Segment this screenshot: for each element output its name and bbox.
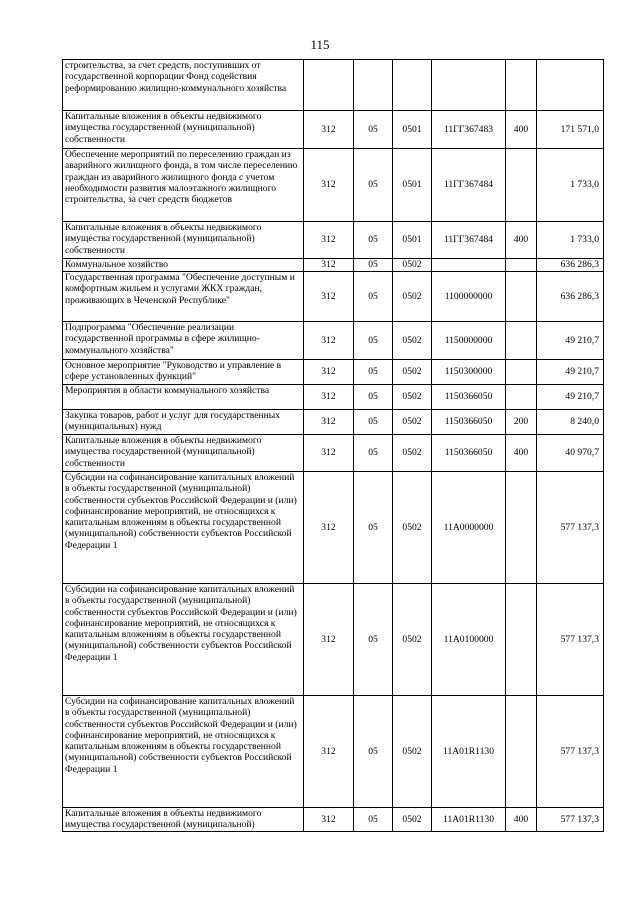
prz-cell: 0502 <box>393 272 432 322</box>
rz-cell: 05 <box>354 322 393 360</box>
glava-cell: 312 <box>304 322 354 360</box>
table-row <box>63 222 604 259</box>
glava-cell: 312 <box>304 272 354 322</box>
sum-cell: 40 970,7 <box>537 435 604 472</box>
vr-cell <box>506 696 537 808</box>
rz-cell: 05 <box>354 808 393 832</box>
rz-cell: 05 <box>354 696 393 808</box>
row-name: Капитальные вложения в объекты недвижимого имущества государственной (муниципальной) собственности <box>63 435 304 472</box>
row-name: Капитальные вложения в объекты недвижимого имущества государственной (муниципальной) собственности <box>63 222 304 259</box>
rz-cell: 05 <box>354 385 393 410</box>
sum-cell: 636 286,3 <box>537 259 604 272</box>
glava-cell: 312 <box>304 385 354 410</box>
vr-cell: 400 <box>506 222 537 259</box>
page-number: 115 <box>310 37 330 52</box>
vr-cell <box>506 60 537 111</box>
prz-cell: 0502 <box>393 435 432 472</box>
glava-cell: 312 <box>304 584 354 696</box>
row-name: Капитальные вложения в объекты недвижимого имущества государственной (муниципальной) <box>63 808 304 832</box>
vr-cell <box>506 360 537 385</box>
rz-cell: 05 <box>354 472 393 584</box>
csr-cell: 1100000000 <box>432 272 506 322</box>
rz-cell: 05 <box>354 410 393 435</box>
glava-cell: 312 <box>304 696 354 808</box>
vr-cell <box>506 385 537 410</box>
table-row <box>63 360 604 385</box>
table-row <box>63 410 604 435</box>
csr-cell: 11А0100000 <box>432 584 506 696</box>
prz-cell: 0502 <box>393 472 432 584</box>
rz-cell <box>354 60 393 111</box>
csr-cell: 11ГГ367484 <box>432 149 506 222</box>
table-row <box>63 435 604 472</box>
rz-cell: 05 <box>354 259 393 272</box>
prz-cell: 0502 <box>393 322 432 360</box>
prz-cell: 0502 <box>393 385 432 410</box>
sum-cell: 49 210,7 <box>537 360 604 385</box>
glava-cell: 312 <box>304 222 354 259</box>
rz-cell: 05 <box>354 360 393 385</box>
glava-cell: 312 <box>304 410 354 435</box>
glava-cell: 312 <box>304 149 354 222</box>
prz-cell: 0501 <box>393 149 432 222</box>
prz-cell: 0502 <box>393 584 432 696</box>
glava-cell: 312 <box>304 259 354 272</box>
csr-cell: 11ГГ367484 <box>432 222 506 259</box>
sum-cell: 577 137,3 <box>537 808 604 832</box>
table-row <box>63 696 604 808</box>
table-row <box>63 259 604 272</box>
table-row <box>63 385 604 410</box>
prz-cell <box>393 60 432 111</box>
glava-cell: 312 <box>304 111 354 149</box>
prz-cell: 0502 <box>393 808 432 832</box>
table-row <box>63 60 604 111</box>
row-name: Коммунальное хозяйство <box>63 259 304 272</box>
csr-cell <box>432 259 506 272</box>
sum-cell: 577 137,3 <box>537 584 604 696</box>
vr-cell <box>506 259 537 272</box>
row-name: Субсидии на софинансирование капитальных вложений в объекты государственной (муниципальной) собственности субъектов Российской Федерации и (или) софинансирование мероприятий, не относящихся к капитальным вложениям в объекты государственной (муниципальной) собственности субъектов Российской Федерации 1 <box>63 584 304 696</box>
rz-cell: 05 <box>354 584 393 696</box>
vr-cell <box>506 472 537 584</box>
row-name: Субсидии на софинансирование капитальных вложений в объекты государственной (муниципальной) собственности субъектов Российской Федерации и (или) софинансирование мероприятий, не относящихся к капитальным вложениям в объекты государственной (муниципальной) собственности субъектов Российской Федерации 1 <box>63 696 304 808</box>
vr-cell <box>506 584 537 696</box>
prz-cell: 0502 <box>393 696 432 808</box>
csr-cell: 1150366050 <box>432 435 506 472</box>
row-name: Мероприятия в области коммунального хозяйства <box>63 385 304 410</box>
csr-cell: 1150366050 <box>432 385 506 410</box>
row-name: Основное мероприятие "Руководство и управление в сфере установленных функций" <box>63 360 304 385</box>
glava-cell: 312 <box>304 360 354 385</box>
vr-cell: 400 <box>506 435 537 472</box>
prz-cell: 0502 <box>393 259 432 272</box>
csr-cell: 11ГГ367483 <box>432 111 506 149</box>
sum-cell: 636 286,3 <box>537 272 604 322</box>
rz-cell: 05 <box>354 435 393 472</box>
table-row <box>63 322 604 360</box>
row-name: Обеспечение мероприятий по переселению граждан из аварийного жилищного фонда, в том числе переселению граждан из аварийного жилищного фонда с учетом необходимости развития малоэтажного жилищного строительства, за счет средств бюджетов <box>63 149 304 222</box>
csr-cell: 1150300000 <box>432 360 506 385</box>
sum-cell: 171 571,0 <box>537 111 604 149</box>
vr-cell <box>506 272 537 322</box>
row-name: Подпрограмма "Обеспечение реализации государственной программы в сфере жилищно-коммунального хозяйства" <box>63 322 304 360</box>
rz-cell: 05 <box>354 272 393 322</box>
table-row <box>63 111 604 149</box>
prz-cell: 0501 <box>393 111 432 149</box>
glava-cell: 312 <box>304 808 354 832</box>
rz-cell: 05 <box>354 149 393 222</box>
prz-cell: 0501 <box>393 222 432 259</box>
table-row <box>63 584 604 696</box>
glava-cell: 312 <box>304 435 354 472</box>
table-row <box>63 272 604 322</box>
csr-cell: 11А0000000 <box>432 472 506 584</box>
prz-cell: 0502 <box>393 360 432 385</box>
prz-cell: 0502 <box>393 410 432 435</box>
sum-cell: 49 210,7 <box>537 385 604 410</box>
sum-cell: 577 137,3 <box>537 472 604 584</box>
budget-table <box>62 59 604 832</box>
sum-cell: 577 137,3 <box>537 696 604 808</box>
vr-cell: 400 <box>506 111 537 149</box>
sum-cell: 1 733,0 <box>537 149 604 222</box>
table-row <box>63 808 604 832</box>
csr-cell: 1150366050 <box>432 410 506 435</box>
rz-cell: 05 <box>354 222 393 259</box>
sum-cell <box>537 60 604 111</box>
glava-cell: 312 <box>304 472 354 584</box>
csr-cell: 1150000000 <box>432 322 506 360</box>
table-row <box>63 472 604 584</box>
vr-cell: 400 <box>506 808 537 832</box>
row-name: Капитальные вложения в объекты недвижимого имущества государственной (муниципальной) собственности <box>63 111 304 149</box>
csr-cell <box>432 60 506 111</box>
glava-cell <box>304 60 354 111</box>
row-name: Субсидии на софинансирование капитальных вложений в объекты государственной (муниципальной) собственности субъектов Российской Федерации и (или) софинансирование мероприятий, не относящихся к капитальным вложениям в объекты государственной (муниципальной) собственности субъектов Российской Федерации 1 <box>63 472 304 584</box>
vr-cell <box>506 322 537 360</box>
csr-cell: 11А01R1130 <box>432 696 506 808</box>
table-row <box>63 149 604 222</box>
csr-cell: 11А01R1130 <box>432 808 506 832</box>
row-name: Закупка товаров, работ и услуг для государственных (муниципальных) нужд <box>63 410 304 435</box>
vr-cell <box>506 149 537 222</box>
sum-cell: 49 210,7 <box>537 322 604 360</box>
row-name: Государственная программа "Обеспечение доступным и комфортным жильем и услугами ЖКХ граждан, проживающих в Чеченской Республике" <box>63 272 304 322</box>
sum-cell: 1 733,0 <box>537 222 604 259</box>
rz-cell: 05 <box>354 111 393 149</box>
row-name: строительства, за счет средств, поступивших от государственной корпорации Фонд содействия реформированию жилищно-коммунального хозяйства <box>63 60 304 111</box>
vr-cell: 200 <box>506 410 537 435</box>
sum-cell: 8 240,0 <box>537 410 604 435</box>
